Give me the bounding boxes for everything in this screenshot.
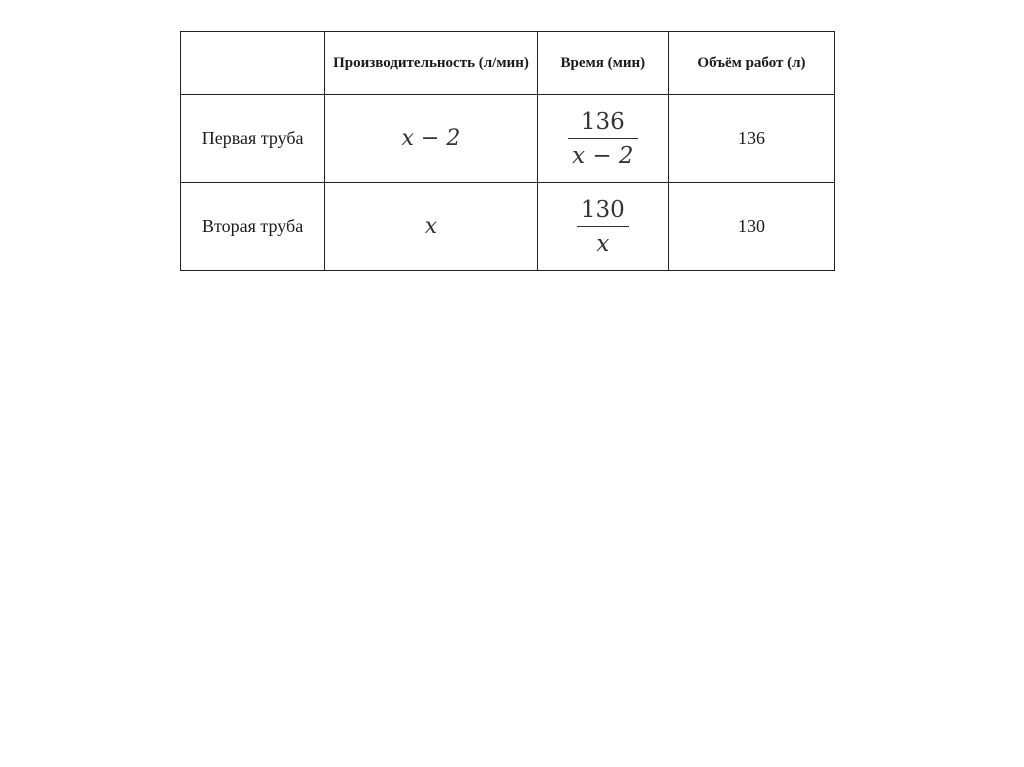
table-row <box>181 95 835 183</box>
time-fraction <box>568 108 638 170</box>
rate-cell: x − 2 <box>325 95 537 183</box>
row-label-second-pipe: Вторая труба <box>181 183 325 271</box>
fraction-numerator: 136 <box>580 108 625 135</box>
rate-cell: x <box>325 183 537 271</box>
header-volume: Объём работ (л) <box>668 32 834 95</box>
time-cell <box>537 95 668 183</box>
header-rate: Производительность (л/мин) <box>325 32 537 95</box>
header-empty-cell <box>181 32 325 95</box>
pipes-table <box>180 31 835 271</box>
header-row <box>181 32 835 95</box>
fraction-denominator: x − 2 <box>572 142 634 169</box>
row-label-first-pipe: Первая труба <box>181 95 325 183</box>
time-fraction <box>577 196 629 258</box>
fraction-numerator: 130 <box>580 196 625 223</box>
fraction-bar <box>577 226 629 227</box>
volume-cell: 136 <box>668 95 834 183</box>
header-time: Время (мин) <box>537 32 668 95</box>
volume-cell: 130 <box>668 183 834 271</box>
fraction-denominator: x <box>596 230 610 257</box>
table-row <box>181 183 835 271</box>
fraction-bar <box>568 138 638 139</box>
time-cell <box>537 183 668 271</box>
